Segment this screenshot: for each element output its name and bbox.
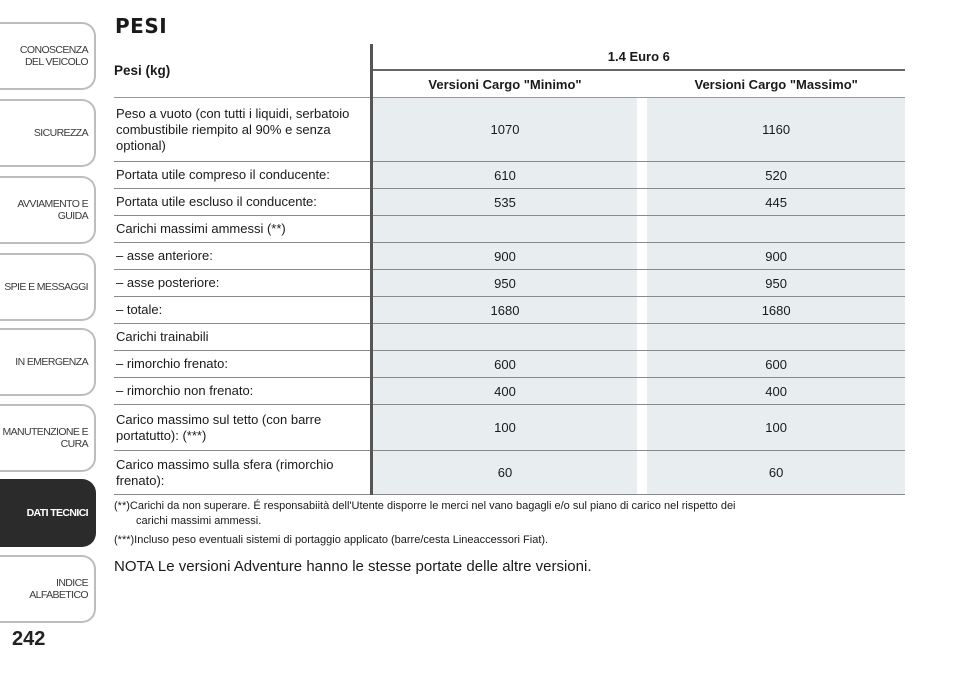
row-label: Carico massimo sul tetto (con barre portatutto): (***) bbox=[114, 405, 371, 451]
engine-header: 1.4 Euro 6 bbox=[371, 44, 905, 70]
row-label: Carico massimo sulla sfera (rimorchio frenato): bbox=[114, 451, 371, 495]
row-label: – totale: bbox=[114, 297, 371, 324]
cell-massimo: 400 bbox=[647, 378, 905, 405]
footnote-portaggio: (***)Incluso peso eventuali sistemi di portaggio applicato (barre/cesta Lineaccessori Fiat). bbox=[114, 534, 549, 546]
cell-minimo: 100 bbox=[371, 405, 637, 451]
main-content bbox=[114, 14, 908, 575]
cell-massimo: 1680 bbox=[647, 297, 905, 324]
cell-minimo bbox=[371, 324, 637, 351]
row-label: – rimorchio frenato: bbox=[114, 351, 371, 378]
cell-massimo: 60 bbox=[647, 451, 905, 495]
row-label: Carichi massimi ammessi (**) bbox=[114, 216, 371, 243]
row-label: Portata utile compreso il conducente: bbox=[114, 162, 371, 189]
section-title: PESI bbox=[115, 14, 168, 38]
tab-dati-tecnici[interactable]: DATI TECNICI bbox=[0, 479, 96, 547]
cell-minimo: 610 bbox=[371, 162, 637, 189]
table-row bbox=[114, 216, 905, 243]
row-label: – rimorchio non frenato: bbox=[114, 378, 371, 405]
row-label: Carichi trainabili bbox=[114, 324, 371, 351]
cell-massimo: 520 bbox=[647, 162, 905, 189]
tab-manutenzione-e-cura[interactable]: MANUTENZIONE E CURA bbox=[0, 404, 96, 472]
row-label: – asse posteriore: bbox=[114, 270, 371, 297]
header-gap bbox=[637, 70, 647, 98]
row-header: Pesi (kg) bbox=[114, 44, 371, 98]
table-row bbox=[114, 405, 905, 451]
tab-conoscenza-del-veicolo[interactable]: CONOSCENZA DEL VEICOLO bbox=[0, 22, 96, 90]
tab-indice-alfabetico[interactable]: INDICE ALFABETICO bbox=[0, 555, 96, 623]
weights-table bbox=[114, 44, 905, 495]
cell-massimo: 100 bbox=[647, 405, 905, 451]
footnotes bbox=[114, 499, 908, 548]
table-row bbox=[114, 98, 905, 162]
row-label: Portata utile escluso il conducente: bbox=[114, 189, 371, 216]
nota-adventure: NOTA Le versioni Adventure hanno le stesse portate delle altre versioni. bbox=[114, 558, 592, 575]
cell-minimo bbox=[371, 216, 637, 243]
table-row bbox=[114, 451, 905, 495]
table-row bbox=[114, 324, 905, 351]
column-header-massimo: Versioni Cargo "Massimo" bbox=[647, 70, 905, 98]
footnote-carichi-line1: (**)Carichi da non superare. É responsabiità dell'Utente disporre le merci nel vano bagagli e/o sul piano di carico nel rispetto dei bbox=[114, 500, 736, 512]
footnote-carichi-line2: carichi massimi ammessi. bbox=[136, 515, 262, 527]
tab-spie-e-messaggi[interactable]: SPIE E MESSAGGI bbox=[0, 253, 96, 321]
cell-minimo: 950 bbox=[371, 270, 637, 297]
cell-massimo: 445 bbox=[647, 189, 905, 216]
cell-minimo: 1070 bbox=[371, 98, 637, 162]
table-row bbox=[114, 378, 905, 405]
table-row bbox=[114, 351, 905, 378]
cell-minimo: 535 bbox=[371, 189, 637, 216]
row-label: Peso a vuoto (con tutti i liquidi, serbatoio combustibile riempito al 90% e senza optional) bbox=[114, 98, 371, 162]
table-row bbox=[114, 189, 905, 216]
cell-minimo: 400 bbox=[371, 378, 637, 405]
cell-massimo bbox=[647, 216, 905, 243]
cell-massimo: 900 bbox=[647, 243, 905, 270]
page-number: 242 bbox=[12, 628, 46, 650]
tab-avviamento-e-guida[interactable]: AVVIAMENTO E GUIDA bbox=[0, 176, 96, 244]
tab-in-emergenza[interactable]: IN EMERGENZA bbox=[0, 328, 96, 396]
tab-sicurezza[interactable]: SICUREZZA bbox=[0, 99, 96, 167]
cell-minimo: 600 bbox=[371, 351, 637, 378]
table-row bbox=[114, 243, 905, 270]
cell-minimo: 900 bbox=[371, 243, 637, 270]
row-label: – asse anteriore: bbox=[114, 243, 371, 270]
footnote-carichi bbox=[114, 499, 908, 529]
cell-massimo: 950 bbox=[647, 270, 905, 297]
cell-massimo: 1160 bbox=[647, 98, 905, 162]
table-row bbox=[114, 270, 905, 297]
table-row bbox=[114, 297, 905, 324]
cell-minimo: 1680 bbox=[371, 297, 637, 324]
cell-massimo bbox=[647, 324, 905, 351]
cell-minimo: 60 bbox=[371, 451, 637, 495]
column-header-minimo: Versioni Cargo "Minimo" bbox=[371, 70, 637, 98]
cell-massimo: 600 bbox=[647, 351, 905, 378]
table-row bbox=[114, 162, 905, 189]
